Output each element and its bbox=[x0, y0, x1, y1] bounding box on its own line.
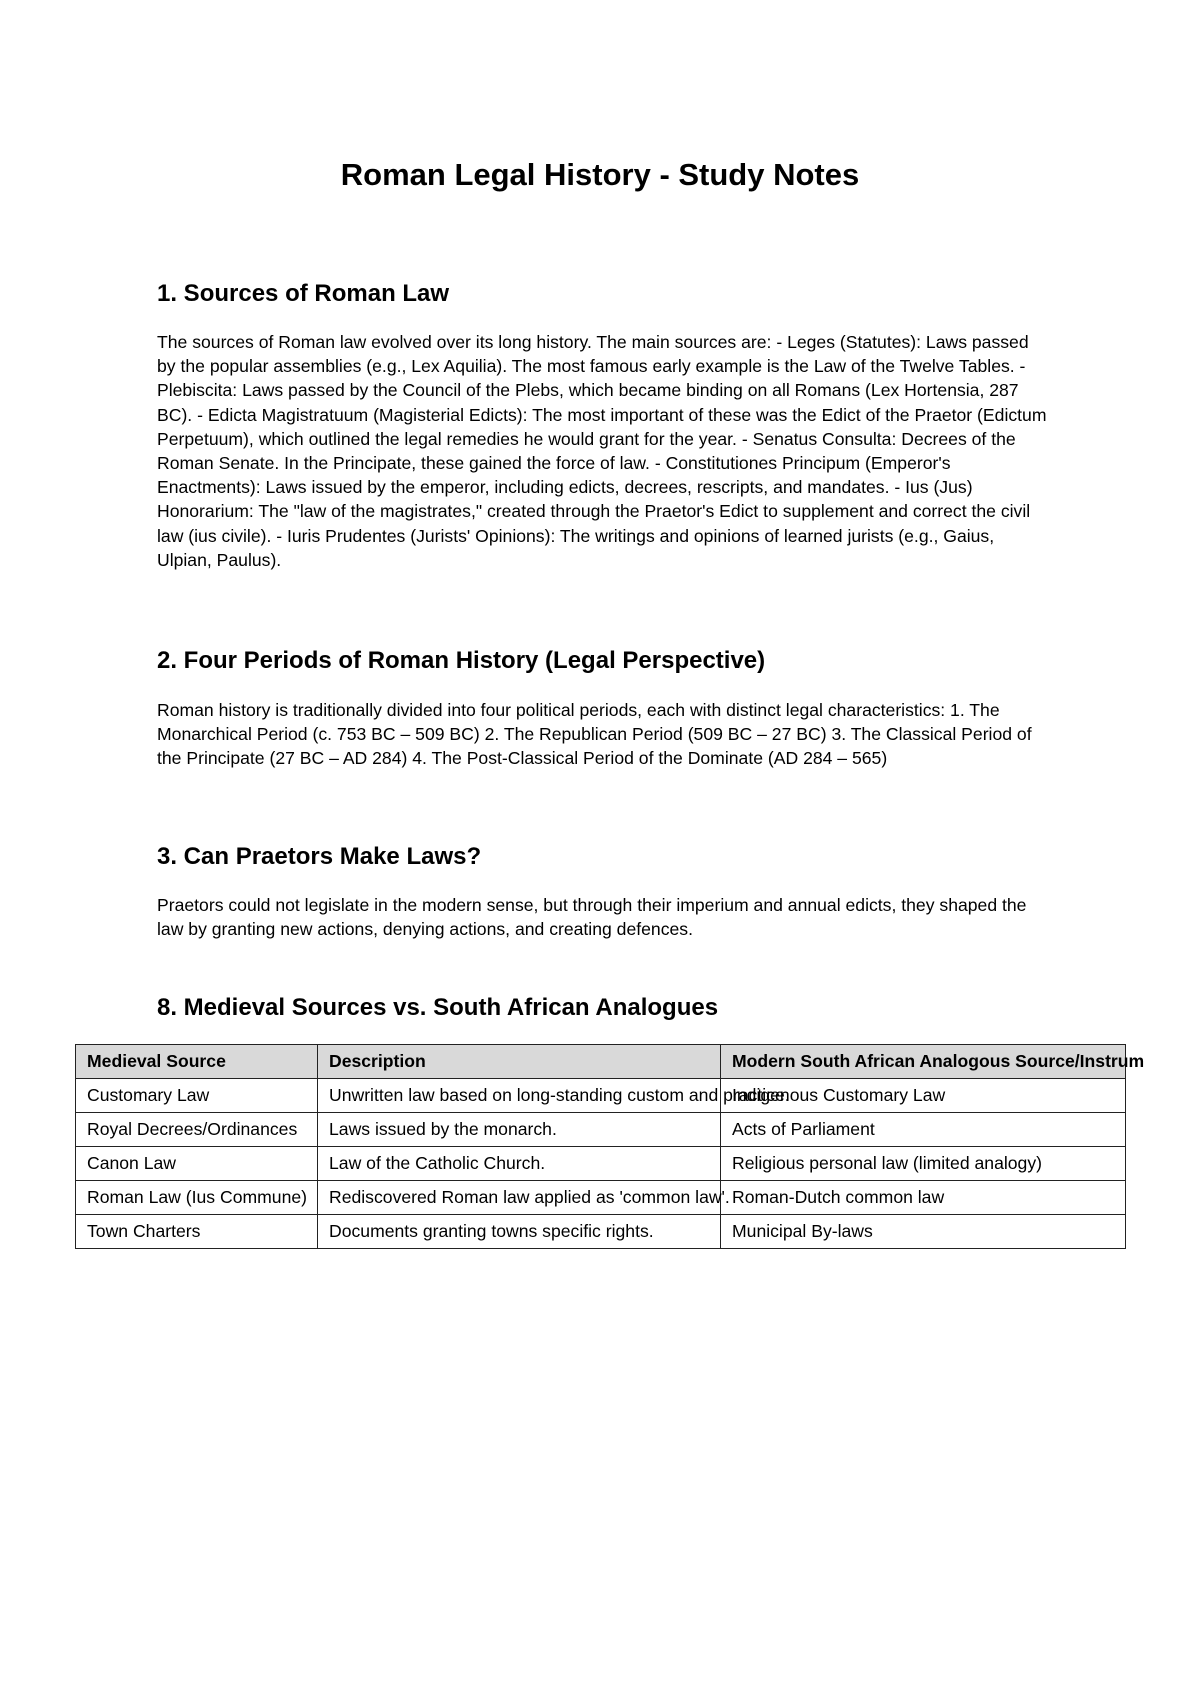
column-header-medieval-source: Medieval Source bbox=[76, 1045, 318, 1079]
cell-description: Laws issued by the monarch. bbox=[318, 1113, 721, 1147]
section-body-periods: Roman history is traditionally divided into four political periods, each with distinct legal characteristics: 1. The Monarchical Period (c. 753 BC – 509 BC) 2. The Republican Period (509 BC – 27 BC) 3. The Classical Period of the Principate (27 BC – AD 284) 4. The Post-Classical Period of the Dominate (AD 284 – 565) bbox=[157, 700, 1032, 769]
table-row bbox=[76, 1147, 1126, 1181]
cell-description: Unwritten law based on long-standing custom and practice. bbox=[318, 1079, 721, 1113]
section-body-praetors: Praetors could not legislate in the modern sense, but through their imperium and annual edicts, they shaped the law by granting new actions, denying actions, and creating defences. bbox=[157, 895, 1027, 940]
cell-medieval-source: Roman Law (Ius Commune) bbox=[76, 1181, 318, 1215]
cell-description: Documents granting towns specific rights. bbox=[318, 1215, 721, 1249]
cell-modern-analogue: Indigenous Customary Law bbox=[721, 1079, 1126, 1113]
column-header-modern-analogue: Modern South African Analogous Source/Instrum bbox=[721, 1045, 1126, 1079]
section-heading-medieval: 8. Medieval Sources vs. South African Analogues bbox=[157, 994, 719, 1021]
cell-medieval-source: Royal Decrees/Ordinances bbox=[76, 1113, 318, 1147]
table-row bbox=[76, 1113, 1126, 1147]
cell-modern-analogue: Religious personal law (limited analogy) bbox=[721, 1147, 1126, 1181]
cell-modern-analogue: Roman-Dutch common law bbox=[721, 1181, 1126, 1215]
cell-description: Rediscovered Roman law applied as 'common law'. bbox=[318, 1181, 721, 1215]
sources-table-wrapper bbox=[75, 1044, 1145, 1264]
table-row bbox=[76, 1181, 1126, 1215]
section-heading-sources: 1. Sources of Roman Law bbox=[157, 280, 450, 307]
table-row bbox=[76, 1215, 1126, 1249]
table-header-row bbox=[76, 1045, 1126, 1079]
section-heading-praetors: 3. Can Praetors Make Laws? bbox=[157, 843, 482, 870]
sources-table bbox=[75, 1044, 1145, 1249]
table-row bbox=[76, 1079, 1126, 1113]
cell-medieval-source: Customary Law bbox=[76, 1079, 318, 1113]
column-header-description: Description bbox=[318, 1045, 721, 1079]
cell-description: Law of the Catholic Church. bbox=[318, 1147, 721, 1181]
section-heading-periods: 2. Four Periods of Roman History (Legal Perspective) bbox=[157, 647, 766, 674]
cell-medieval-source: Town Charters bbox=[76, 1215, 318, 1249]
cell-modern-analogue: Acts of Parliament bbox=[721, 1113, 1126, 1147]
page-title: Roman Legal History - Study Notes bbox=[340, 157, 860, 192]
cell-modern-analogue: Municipal By-laws bbox=[721, 1215, 1126, 1249]
section-body-sources: The sources of Roman law evolved over its long history. The main sources are: - Leges (Statutes): Laws passed by the popular assemblies (e.g., Lex Aquilia). The most famous early example is the Law of the Twelve Tables. - Plebiscita: Laws passed by the Council of the Plebs, which became binding on all Romans (Lex Hortensia, 287 BC). - Edicta Magistratuum (Magisterial Edicts): The most important of these was the Edict of the Praetor (Edictum Perpetuum), which outlined the legal remedies he would grant for the year. - Senatus Consulta: Decrees of the Roman Senate. In the Principate, these gained the force of law. - Constitutiones Principum (Emperor's Enactments): Laws issued by the emperor, including edicts, decrees, rescripts, and mandates. - Ius (Jus) Honorarium: The "law of the magistrates," created through the Praetor's Edict to supplement and correct the civil law (ius civile). - Iuris Prudentes (Jurists' Opinions): The writings and opinions of learned jurists (e.g., Gaius, Ulpian, Paulus). bbox=[157, 332, 1047, 570]
cell-medieval-source: Canon Law bbox=[76, 1147, 318, 1181]
